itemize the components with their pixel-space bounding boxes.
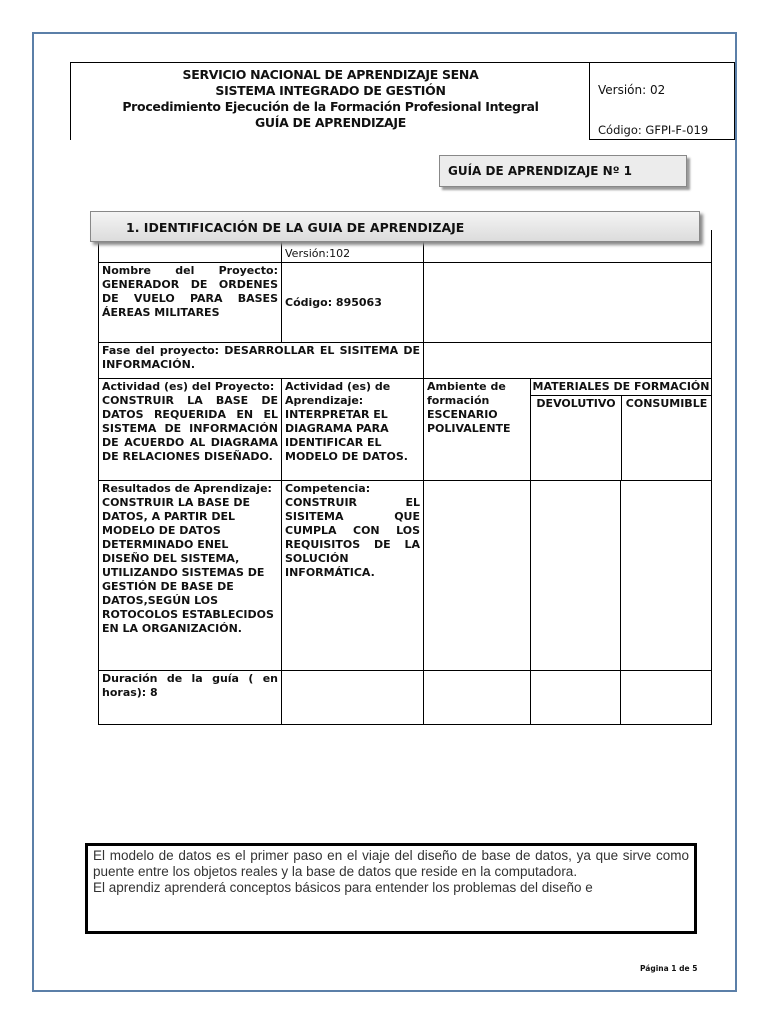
environment-cell — [424, 379, 531, 481]
environment-label: Ambiente de formación — [427, 380, 506, 407]
project-name-label: Nombre del Proyecto: — [102, 264, 278, 277]
project-name-cell — [99, 263, 282, 343]
header-title-line: GUÍA DE APRENDIZAJE — [254, 115, 407, 130]
section-title: 1. IDENTIFICACIÓN DE LA GUIA DE APRENDIZAJE — [90, 211, 700, 242]
intro-paragraph: El modelo de datos es el primer paso en el viaje del diseño de base de datos, ya que sirve como puente entre los objetos reales y la base de datos que reside en la computadora. — [93, 848, 689, 879]
project-phase: Fase del proyecto: DESARROLLAR EL SISITEMA DE INFORMACIÓN. — [99, 343, 424, 379]
materials-label: MATERIALES DE FORMACIÓN — [531, 379, 711, 396]
materials-cell — [531, 379, 712, 481]
document-header — [70, 62, 736, 140]
environment-value: ESCENARIO POLIVALENTE — [427, 408, 511, 435]
project-activity-value: CONSTRUIR LA BASE DE DATOS REQUERIDA EN EL SISTEMA DE INFORMACIÓN DE ACUERDO AL DIAGRAMA DE RELACIONES DISEÑADO. — [102, 394, 278, 463]
consumable-label: CONSUMIBLE — [625, 397, 708, 410]
returnable-label: DEVOLUTIVO — [531, 396, 622, 480]
competence-cell — [282, 481, 424, 671]
intro-text-box — [85, 843, 697, 934]
materials-columns — [531, 396, 711, 480]
learning-activity-value: INTERPRETAR EL DIAGRAMA PARA IDENTIFICAR EL MODELO DE DATOS. — [285, 408, 408, 463]
version-cell: Versión:102 — [282, 230, 424, 263]
duration: Duración de la guía ( en horas): 8 — [99, 671, 282, 725]
competence-value: CONSTRUIR EL SISITEMA QUE CUMPLA CON LOS REQUISITOS DE LA SOLUCIÓN INFORMÁTICA. — [285, 496, 420, 579]
identification-table — [98, 229, 712, 725]
learning-activity-cell — [282, 379, 424, 481]
header-title — [71, 67, 590, 131]
header-title-line: SISTEMA INTEGRADO DE GESTIÓN — [215, 83, 446, 98]
competence-label: Competencia: — [285, 482, 371, 495]
page-number: Página 1 de 5 — [640, 964, 698, 973]
header-title-line: SERVICIO NACIONAL DE APRENDIZAJE SENA — [182, 67, 479, 82]
project-activity-label: Actividad (es) del Proyecto: — [102, 380, 275, 393]
header-title-cell — [70, 62, 589, 140]
learning-results-label: Resultados de Aprendizaje: — [102, 482, 272, 495]
project-name-value: GENERADOR DE ORDENES DE VUELO PARA BASES ÁEREAS MILITARES — [102, 278, 278, 319]
guia-number-label: GUÍA DE APRENDIZAJE Nº 1 — [439, 155, 687, 187]
learning-results-cell — [99, 481, 282, 671]
intro-paragraph: El aprendiz aprenderá conceptos básicos para entender los problemas del diseño e — [93, 880, 593, 895]
header-title-line: Procedimiento Ejecución de la Formación Profesional Integral — [122, 99, 539, 114]
header-version: Versión: 02 — [598, 83, 666, 97]
learning-activity-label: Actividad (es) de Aprendizaje: — [285, 380, 391, 407]
header-version-cell — [589, 62, 735, 140]
learning-results-value: CONSTRUIR LA BASE DE DATOS, A PARTIR DEL MODELO DE DATOS DETERMINADO ENEL DISEÑO DEL SISTEMA, UTILIZANDO SISTEMAS DE GESTIÓN DE BASE DE DATOS,SEGÚN LOS ROTOCOLOS ESTABLECIDOS EN LA ORGANIZACIÓN. — [102, 496, 274, 635]
project-code: Código: 895063 — [282, 263, 424, 343]
project-activity-cell — [99, 379, 282, 481]
header-code: Código: GFPI-F-019 — [598, 123, 709, 137]
